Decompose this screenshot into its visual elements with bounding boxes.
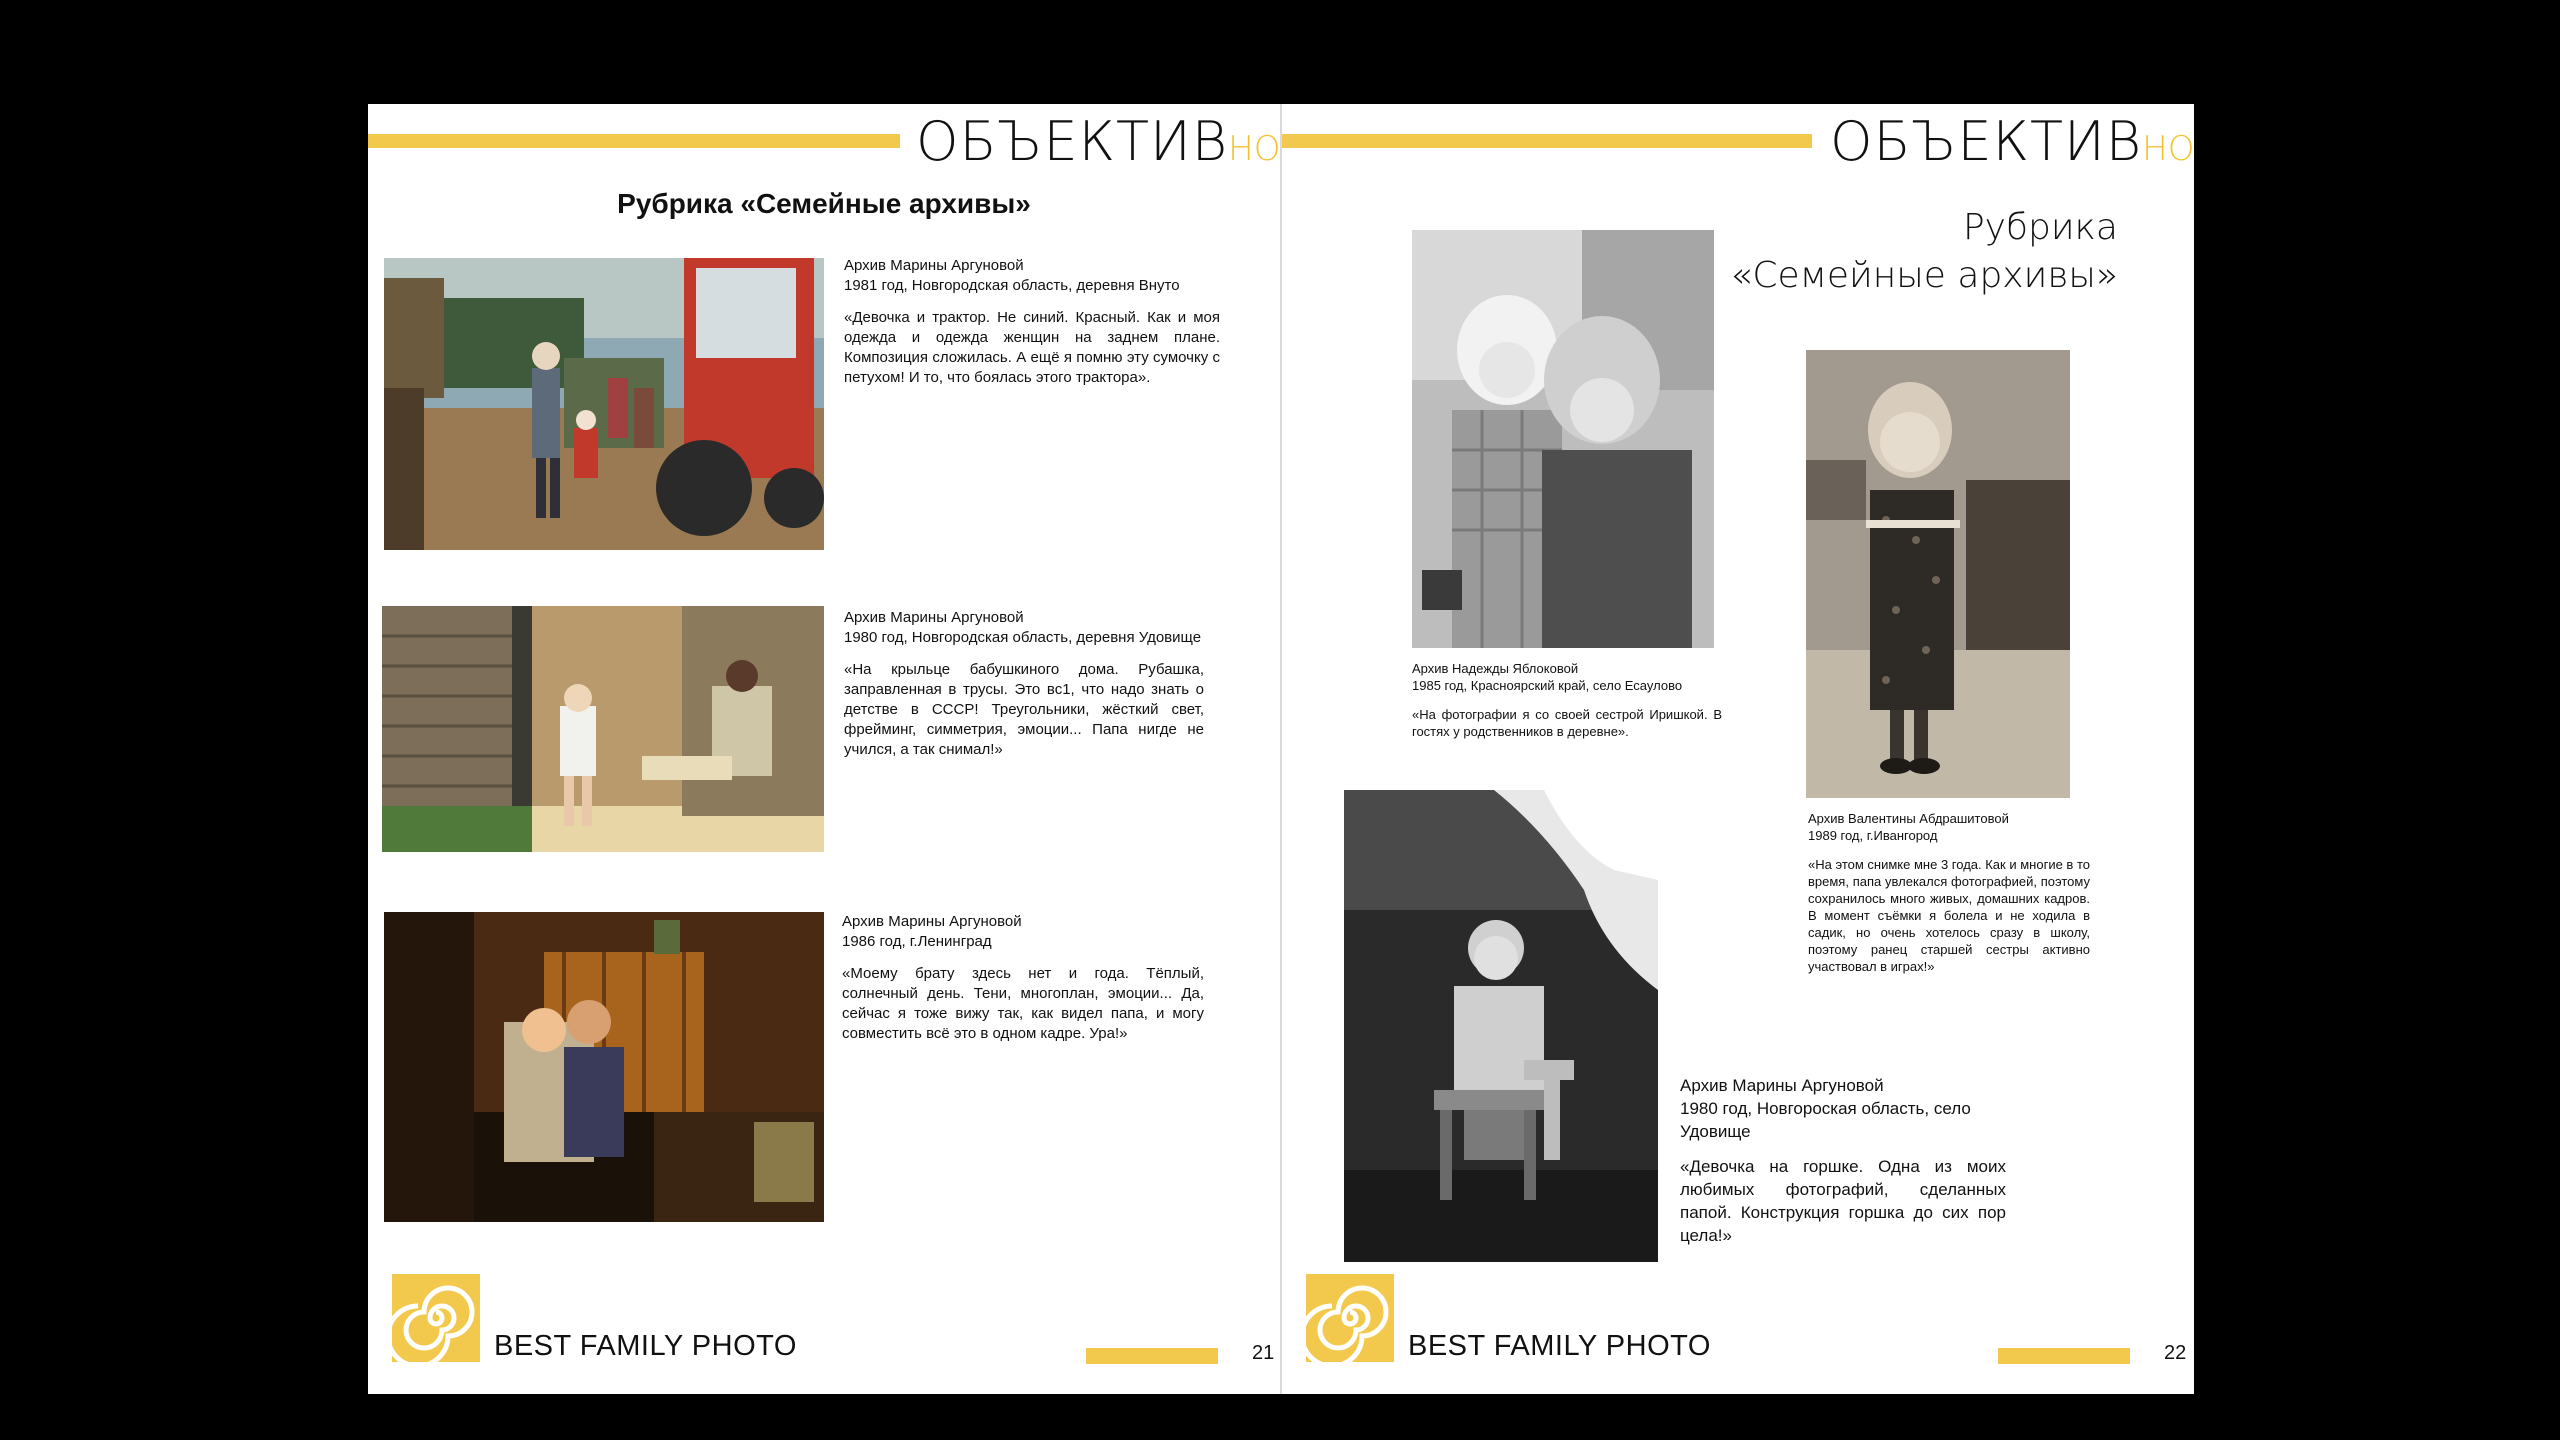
caption-5: Архив Валентины Абдрашитовой 1989 год, г.Ивангород «На этом снимке мне 3 года. Как и многие в то время, папа увлекался фотографией, поэтому сохранилось много живых, домашних кадров. В момент съёмки я болела и не ходила в садик, но очень хотелось сразу в школу, поэтому ранец старшей сестры активно участвовал в играх!» [1808, 811, 2090, 974]
magazine-page-left [368, 104, 1280, 1394]
brand-name: BEST FAMILY PHOTO [1408, 1330, 1711, 1362]
caption-2: Архив Марины Аргуновой 1980 год, Новгородская область, деревня Удовище «На крыльце бабушкиного дома. Рубашка, заправленная в трусы. Это вс1, что надо знать о детстве в СССР! Треугольники, жёсткий свет, фрейминг, симметрия, эмоции... Папа нигде не учился, а так снимал!» [844, 609, 1204, 758]
header-accent-bar [1282, 134, 1812, 148]
spiral-emblem-icon [1306, 1274, 1394, 1362]
photo-girl-on-potty [1344, 790, 1658, 1262]
rubric-title: Рубрика «Семейные архивы» [1730, 207, 2118, 296]
header-accent-bar [368, 134, 900, 148]
photo-girl-standing [1806, 350, 2070, 798]
magazine-logo: ОБЪЕКТИВНО [916, 110, 1280, 173]
footer-accent-bar [1998, 1348, 2130, 1364]
magazine-page-right [1282, 104, 2194, 1394]
caption-1: Архив Марины Аргуновой 1981 год, Новгородская область, деревня Внуто «Девочка и трактор. Не синий. Красный. Как и моя одежда и одежда женщин на заднем плане. Композиция сложилась. А ещё я помню эту сумочку с петухом! И то, что боялась этого трактора». [844, 257, 1220, 386]
page-number: 21 [1252, 1342, 1275, 1364]
photo-two-sisters-winter [1412, 230, 1714, 648]
caption-4: Архив Надежды Яблоковой 1985 год, Красноярский край, село Есаулово «На фотографии я со своей сестрой Иришкой. В гостях у родственников в деревне». [1412, 661, 1722, 739]
rubric-title: Рубрика «Семейные архивы» [617, 188, 1031, 219]
caption-3: Архив Марины Аргуновой 1986 год, г.Ленинград «Моему брату здесь нет и года. Тёплый, солнечный день. Тени, многоплан, эмоции... Да, сейчас я тоже вижу так, как видел папа, и могу совместить всё это в одном кадре. Ура!» [842, 913, 1204, 1042]
page-number: 22 [2164, 1342, 2187, 1364]
photo-girl-and-tractor [384, 258, 824, 550]
brand-name: BEST FAMILY PHOTO [494, 1330, 797, 1362]
magazine-logo: ОБЪЕКТИВНО [1830, 110, 2194, 173]
photo-baby-in-sunlight [384, 912, 824, 1222]
photo-boy-on-porch [382, 606, 824, 852]
spiral-emblem-icon [392, 1274, 480, 1362]
footer-accent-bar [1086, 1348, 1218, 1364]
caption-6: Архив Марины Аргуновой 1980 год, Новгороская область, село Удовище «Девочка на горшке. Одна из моих любимых фотографий, сделанных папой. Конструкция горшка до сих пор цела!» [1680, 1076, 2006, 1245]
